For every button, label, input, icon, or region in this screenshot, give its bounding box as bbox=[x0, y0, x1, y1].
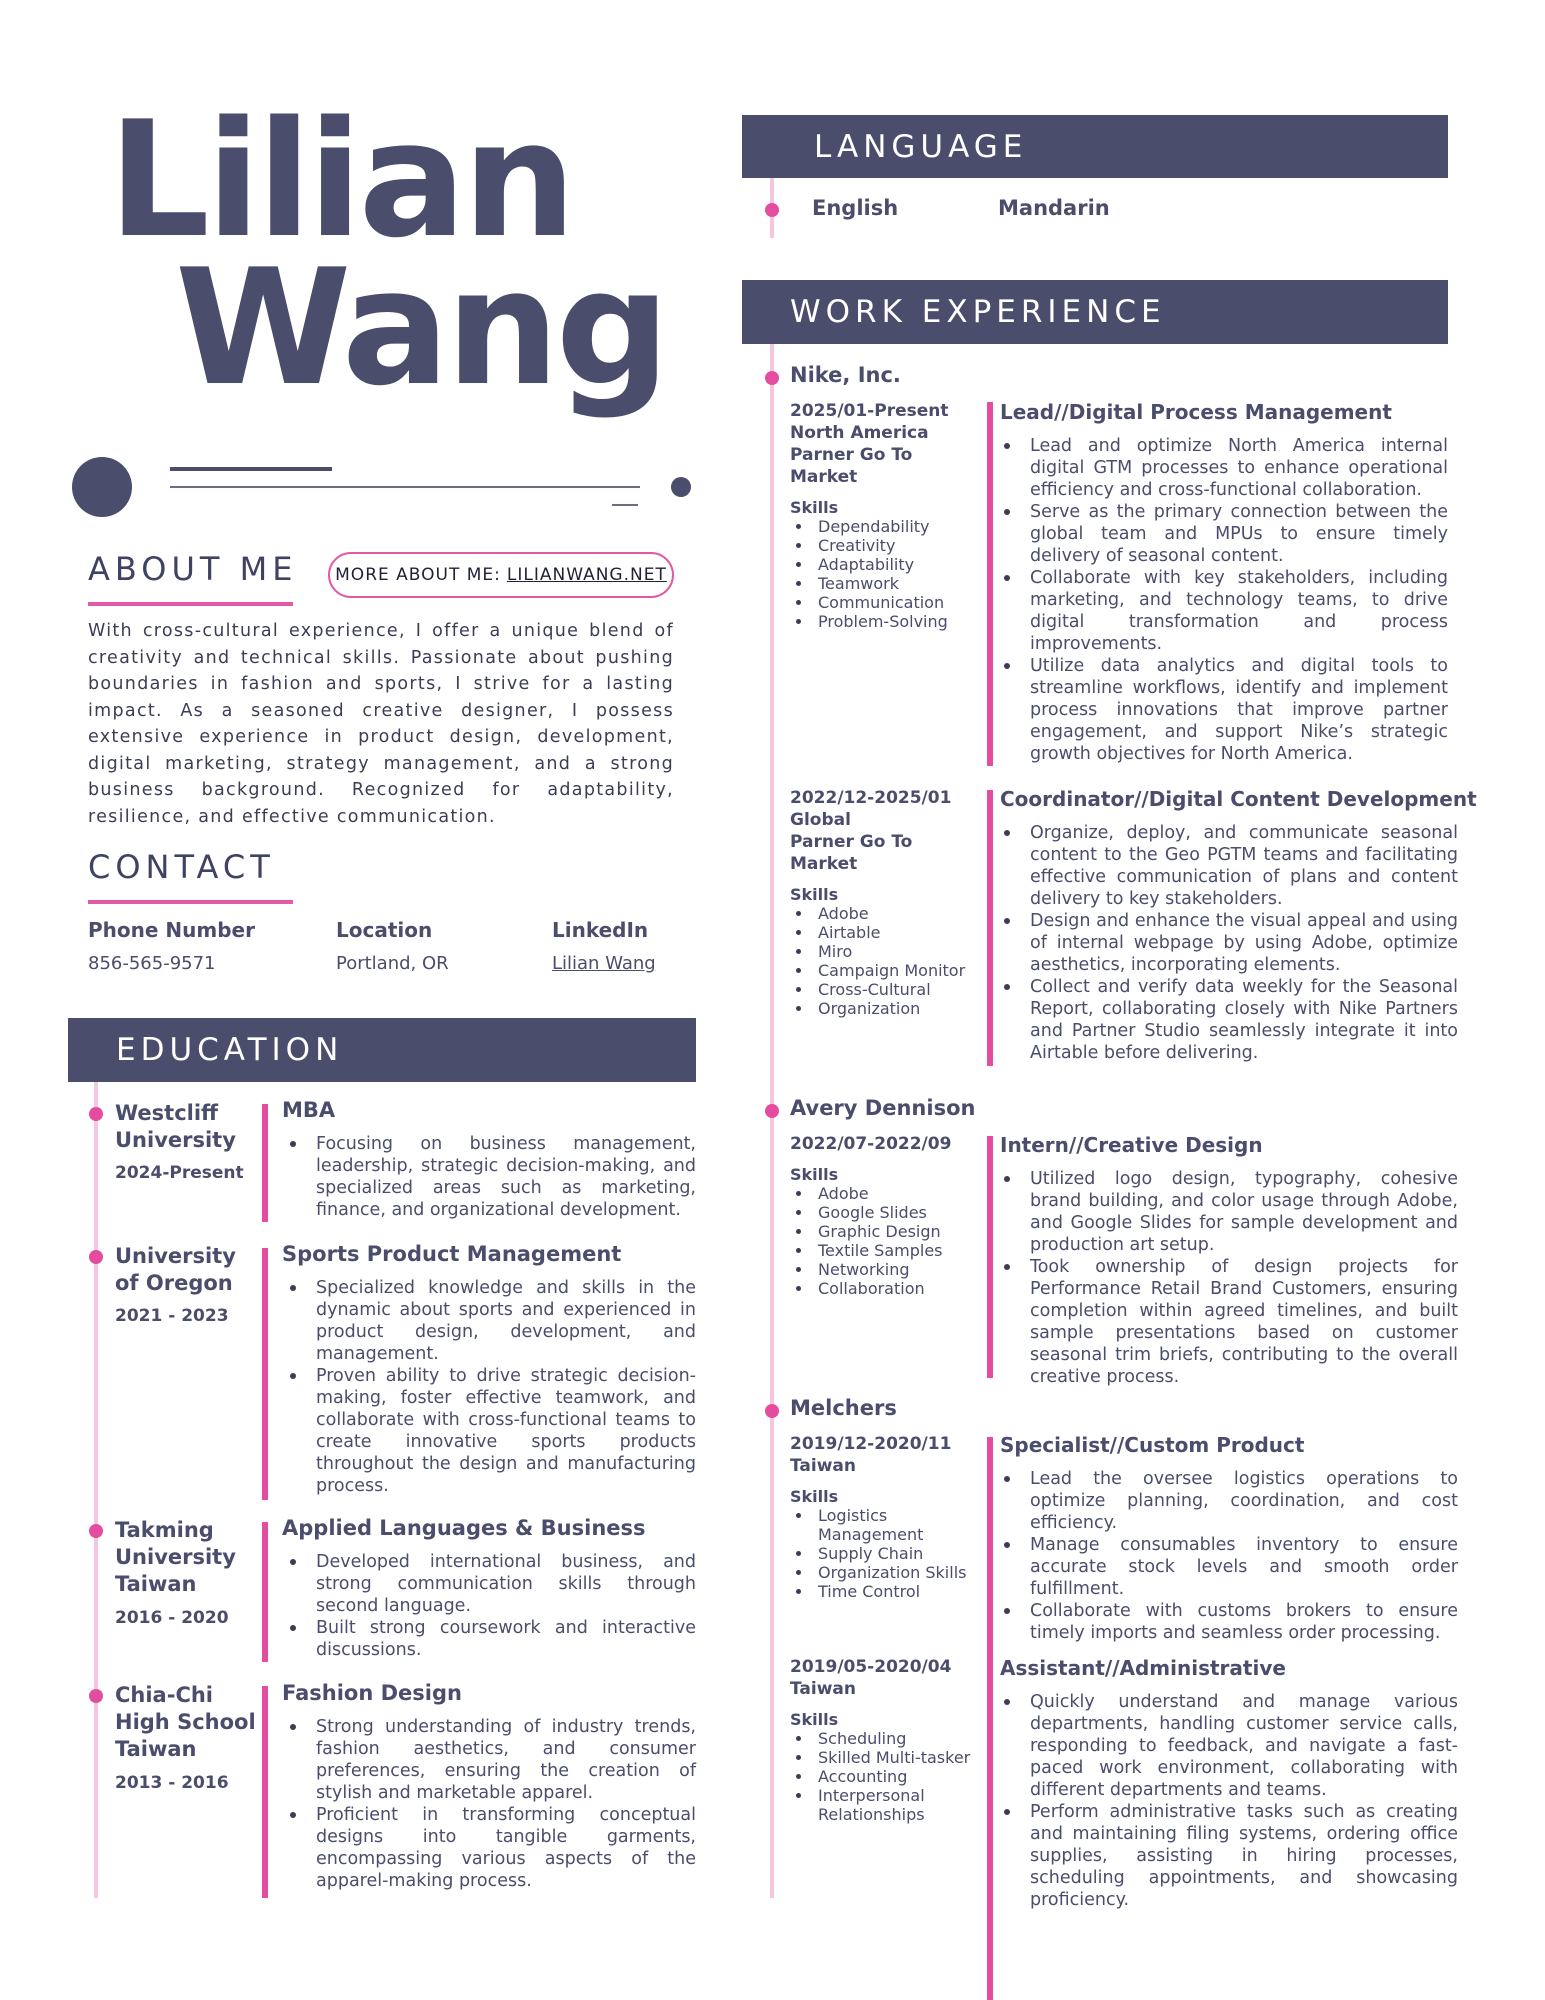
accent-bar bbox=[262, 1686, 268, 1898]
accent-bar bbox=[262, 1522, 268, 1662]
job-bullets bbox=[1000, 1691, 1458, 1911]
job-region: Global bbox=[790, 810, 851, 830]
list-item: Adobe bbox=[790, 1184, 985, 1203]
language-header: LANGUAGE bbox=[742, 115, 1448, 178]
phone-label: Phone Number bbox=[88, 918, 255, 942]
list-item: Time Control bbox=[790, 1582, 985, 1601]
list-item: Proven ability to drive strategic decision-making, foster effective teamwork, and collaborate with cross-functional teams to create innovative sports products throughout the design and manufacturing process. bbox=[286, 1365, 696, 1497]
skills-title: Skills bbox=[790, 1165, 839, 1184]
list-item: Cross-Cultural bbox=[790, 980, 985, 999]
list-item: Organization Skills bbox=[790, 1563, 985, 1582]
list-item: Interpersonal Relationships bbox=[790, 1786, 985, 1824]
skills-list bbox=[790, 1184, 985, 1298]
timeline-dot bbox=[89, 1107, 103, 1121]
section-underline bbox=[88, 602, 293, 606]
more-about-label: MORE ABOUT ME: bbox=[335, 565, 501, 585]
degree-title: Applied Languages & Business bbox=[282, 1516, 646, 1540]
job-bullets bbox=[1000, 1468, 1458, 1644]
list-item: Design and enhance the visual appeal and using of internal webpage by using Adobe, optimize aesthetics, incorporating elements. bbox=[1000, 910, 1458, 976]
decorative-line bbox=[170, 486, 640, 488]
list-item: Collect and verify data weekly for the Seasonal Report, collaborating closely with Nike Partners and Partner Studio seamlessly integrate it into Airtable before delivering. bbox=[1000, 976, 1458, 1064]
list-item: Collaboration bbox=[790, 1279, 985, 1298]
work-timeline bbox=[770, 344, 774, 1898]
job-role: Lead//Digital Process Management bbox=[1000, 400, 1392, 424]
list-item: Communication bbox=[790, 593, 985, 612]
list-item: Networking bbox=[790, 1260, 985, 1279]
degree-bullets bbox=[286, 1277, 696, 1497]
company-name: Melchers bbox=[790, 1396, 897, 1420]
skills-title: Skills bbox=[790, 1487, 839, 1506]
list-item: Quickly understand and manage various departments, handling customer service calls, responding to feedback, and navigate a fast-paced work environment, collaborating with different departments and teams. bbox=[1000, 1691, 1458, 1801]
location-label: Location bbox=[336, 918, 433, 942]
timeline-dot bbox=[765, 1404, 779, 1418]
about-title: ABOUT ME bbox=[88, 550, 298, 588]
job-team: Parner Go To Market bbox=[790, 445, 913, 487]
school-name: Westcliff University bbox=[115, 1101, 236, 1152]
decorative-circle bbox=[72, 457, 132, 517]
list-item: Supply Chain bbox=[790, 1544, 985, 1563]
job-dates: 2025/01-Present bbox=[790, 401, 949, 421]
list-item: Teamwork bbox=[790, 574, 985, 593]
timeline-dot bbox=[765, 371, 779, 385]
list-item: Collaborate with key stakeholders, including marketing, and technology teams, to drive digital transformation and process improvements. bbox=[1000, 567, 1448, 655]
list-item: Serve as the primary connection between the global team and MPUs to ensure timely delivery of seasonal content. bbox=[1000, 501, 1448, 567]
school-name: Chia-Chi High School Taiwan bbox=[115, 1683, 256, 1761]
work-header: WORK EXPERIENCE bbox=[742, 280, 1448, 344]
company-name: Avery Dennison bbox=[790, 1096, 976, 1120]
degree-bullets bbox=[286, 1133, 696, 1221]
list-item: Utilize data analytics and digital tools to streamline workflows, identify and implement process innovations that improve partner engagement, and support Nike’s strategic growth objectives for North America. bbox=[1000, 655, 1448, 765]
skills-list bbox=[790, 1506, 985, 1601]
accent-bar bbox=[987, 1437, 993, 2000]
list-item: Organize, deploy, and communicate seasonal content to the Geo PGTM teams and facilitating effective communication of plans and content delivery to key stakeholders. bbox=[1000, 822, 1458, 910]
section-underline bbox=[88, 900, 293, 904]
list-item: Strong understanding of industry trends, fashion aesthetics, and consumer preferences, ensuring the creation of stylish and marketable apparel. bbox=[286, 1716, 696, 1804]
list-item: Graphic Design bbox=[790, 1222, 985, 1241]
list-item: Developed international business, and strong communication skills through second language. bbox=[286, 1551, 696, 1617]
skills-list bbox=[790, 1729, 985, 1824]
list-item: Miro bbox=[790, 942, 985, 961]
accent-bar bbox=[987, 1136, 993, 1378]
language-item: Mandarin bbox=[998, 196, 1110, 220]
timeline-dot bbox=[89, 1524, 103, 1538]
name-first: Lilian bbox=[108, 86, 573, 273]
job-bullets bbox=[1000, 435, 1448, 765]
job-dates: 2019/12-2020/11 bbox=[790, 1434, 952, 1454]
school-years: 2024-Present bbox=[115, 1163, 244, 1183]
skills-title: Skills bbox=[790, 498, 839, 517]
job-role: Intern//Creative Design bbox=[1000, 1133, 1263, 1157]
job-meta bbox=[790, 1133, 985, 1298]
list-item: Collaborate with customs brokers to ensure timely imports and seamless order processing. bbox=[1000, 1600, 1458, 1644]
linkedin-label: LinkedIn bbox=[552, 918, 649, 942]
list-item: Accounting bbox=[790, 1767, 985, 1786]
list-item: Lead and optimize North America internal digital GTM processes to enhance operational efficiency and cross-functional collaboration. bbox=[1000, 435, 1448, 501]
education-timeline bbox=[94, 1082, 98, 1898]
job-meta bbox=[790, 1433, 985, 1601]
job-region: North America bbox=[790, 423, 929, 443]
school-name: Takming University Taiwan bbox=[115, 1518, 236, 1596]
school-years: 2021 - 2023 bbox=[115, 1306, 229, 1326]
language-item: English bbox=[812, 196, 899, 220]
list-item: Airtable bbox=[790, 923, 985, 942]
accent-bar bbox=[262, 1104, 268, 1222]
list-item: Manage consumables inventory to ensure accurate stock levels and smooth order fulfillment. bbox=[1000, 1534, 1458, 1600]
list-item: Logistics Management bbox=[790, 1506, 985, 1544]
website-link[interactable]: LILIANWANG.NET bbox=[506, 565, 667, 585]
list-item: Built strong coursework and interactive discussions. bbox=[286, 1617, 696, 1661]
list-item: Focusing on business management, leadership, strategic decision-making, and specialized areas such as marketing, finance, and organizational development. bbox=[286, 1133, 696, 1221]
about-text: With cross-cultural experience, I offer a unique blend of creativity and technical skills. Passionate about pushing boundaries in fashion and sports, I strive for a lasting impact. As a seasoned creative designer, I possess extensive experience in product design, development, digital marketing, strategy management, and a strong business background. Recognized for adaptability, resilience, and effective communication. bbox=[88, 621, 674, 827]
degree-bullets bbox=[286, 1716, 696, 1892]
list-item: Specialized knowledge and skills in the dynamic about sports and experienced in product design, development, and management. bbox=[286, 1277, 696, 1365]
degree-bullets bbox=[286, 1551, 696, 1661]
name-last: Wang bbox=[175, 234, 667, 421]
degree-title: Sports Product Management bbox=[282, 1242, 622, 1266]
education-header: EDUCATION bbox=[68, 1018, 696, 1082]
skills-list bbox=[790, 517, 985, 631]
list-item: Utilized logo design, typography, cohesive brand building, and color usage through Adobe, and Google Slides for sample development and production art setup. bbox=[1000, 1168, 1458, 1256]
company-name: Nike, Inc. bbox=[790, 363, 901, 387]
job-meta bbox=[790, 400, 985, 631]
list-item: Skilled Multi-tasker bbox=[790, 1748, 985, 1767]
accent-bar bbox=[262, 1248, 268, 1500]
degree-title: MBA bbox=[282, 1098, 336, 1122]
accent-bar bbox=[987, 790, 993, 1066]
list-item: Dependability bbox=[790, 517, 985, 536]
job-meta bbox=[790, 1656, 985, 1824]
job-meta bbox=[790, 787, 985, 1018]
job-bullets bbox=[1000, 822, 1458, 1064]
job-team: Parner Go To Market bbox=[790, 832, 913, 874]
list-item: Perform administrative tasks such as creating and maintaining filing systems, ordering office supplies, assisting in hiring processes, scheduling appointments, and showcasing proficiency. bbox=[1000, 1801, 1458, 1911]
phone-value: 856-565-9571 bbox=[88, 953, 216, 974]
list-item: Creativity bbox=[790, 536, 985, 555]
decorative-line bbox=[170, 467, 332, 471]
more-about-link[interactable] bbox=[328, 552, 674, 598]
list-item: Problem-Solving bbox=[790, 612, 985, 631]
linkedin-link[interactable]: Lilian Wang bbox=[552, 953, 656, 974]
job-dates: 2019/05-2020/04 bbox=[790, 1657, 952, 1677]
job-region: Taiwan bbox=[790, 1456, 856, 1476]
skills-list bbox=[790, 904, 985, 1018]
list-item: Adaptability bbox=[790, 555, 985, 574]
timeline-dot bbox=[89, 1250, 103, 1264]
timeline-dot bbox=[89, 1689, 103, 1703]
skills-title: Skills bbox=[790, 1710, 839, 1729]
location-value: Portland, OR bbox=[336, 953, 449, 974]
timeline-dot bbox=[765, 1104, 779, 1118]
list-item: Proficient in transforming conceptual designs into tangible garments, encompassing various aspects of the apparel-making process. bbox=[286, 1804, 696, 1892]
job-role: Coordinator//Digital Content Development bbox=[1000, 787, 1477, 811]
accent-bar bbox=[987, 402, 993, 766]
job-dates: 2022/07-2022/09 bbox=[790, 1134, 952, 1154]
job-role: Specialist//Custom Product bbox=[1000, 1433, 1305, 1457]
job-dates: 2022/12-2025/01 bbox=[790, 788, 952, 808]
school-name: University of Oregon bbox=[115, 1244, 236, 1295]
skills-title: Skills bbox=[790, 885, 839, 904]
school-years: 2013 - 2016 bbox=[115, 1773, 229, 1793]
school-years: 2016 - 2020 bbox=[115, 1608, 229, 1628]
timeline-dot bbox=[765, 203, 779, 217]
decorative-circle bbox=[671, 477, 691, 497]
list-item: Lead the oversee logistics operations to optimize planning, coordination, and cost efficiency. bbox=[1000, 1468, 1458, 1534]
job-region: Taiwan bbox=[790, 1679, 856, 1699]
job-role: Assistant//Administrative bbox=[1000, 1656, 1286, 1680]
list-item: Adobe bbox=[790, 904, 985, 923]
list-item: Organization bbox=[790, 999, 985, 1018]
list-item: Google Slides bbox=[790, 1203, 985, 1222]
list-item: Campaign Monitor bbox=[790, 961, 985, 980]
list-item: Took ownership of design projects for Performance Retail Brand Customers, ensuring completion within agreed timelines, and built sample presentations based on customer seasonal trim briefs, contributing to the overall creative process. bbox=[1000, 1256, 1458, 1388]
job-bullets bbox=[1000, 1168, 1458, 1388]
contact-title: CONTACT bbox=[88, 848, 275, 886]
degree-title: Fashion Design bbox=[282, 1681, 462, 1705]
decorative-line bbox=[612, 504, 638, 506]
list-item: Textile Samples bbox=[790, 1241, 985, 1260]
list-item: Scheduling bbox=[790, 1729, 985, 1748]
